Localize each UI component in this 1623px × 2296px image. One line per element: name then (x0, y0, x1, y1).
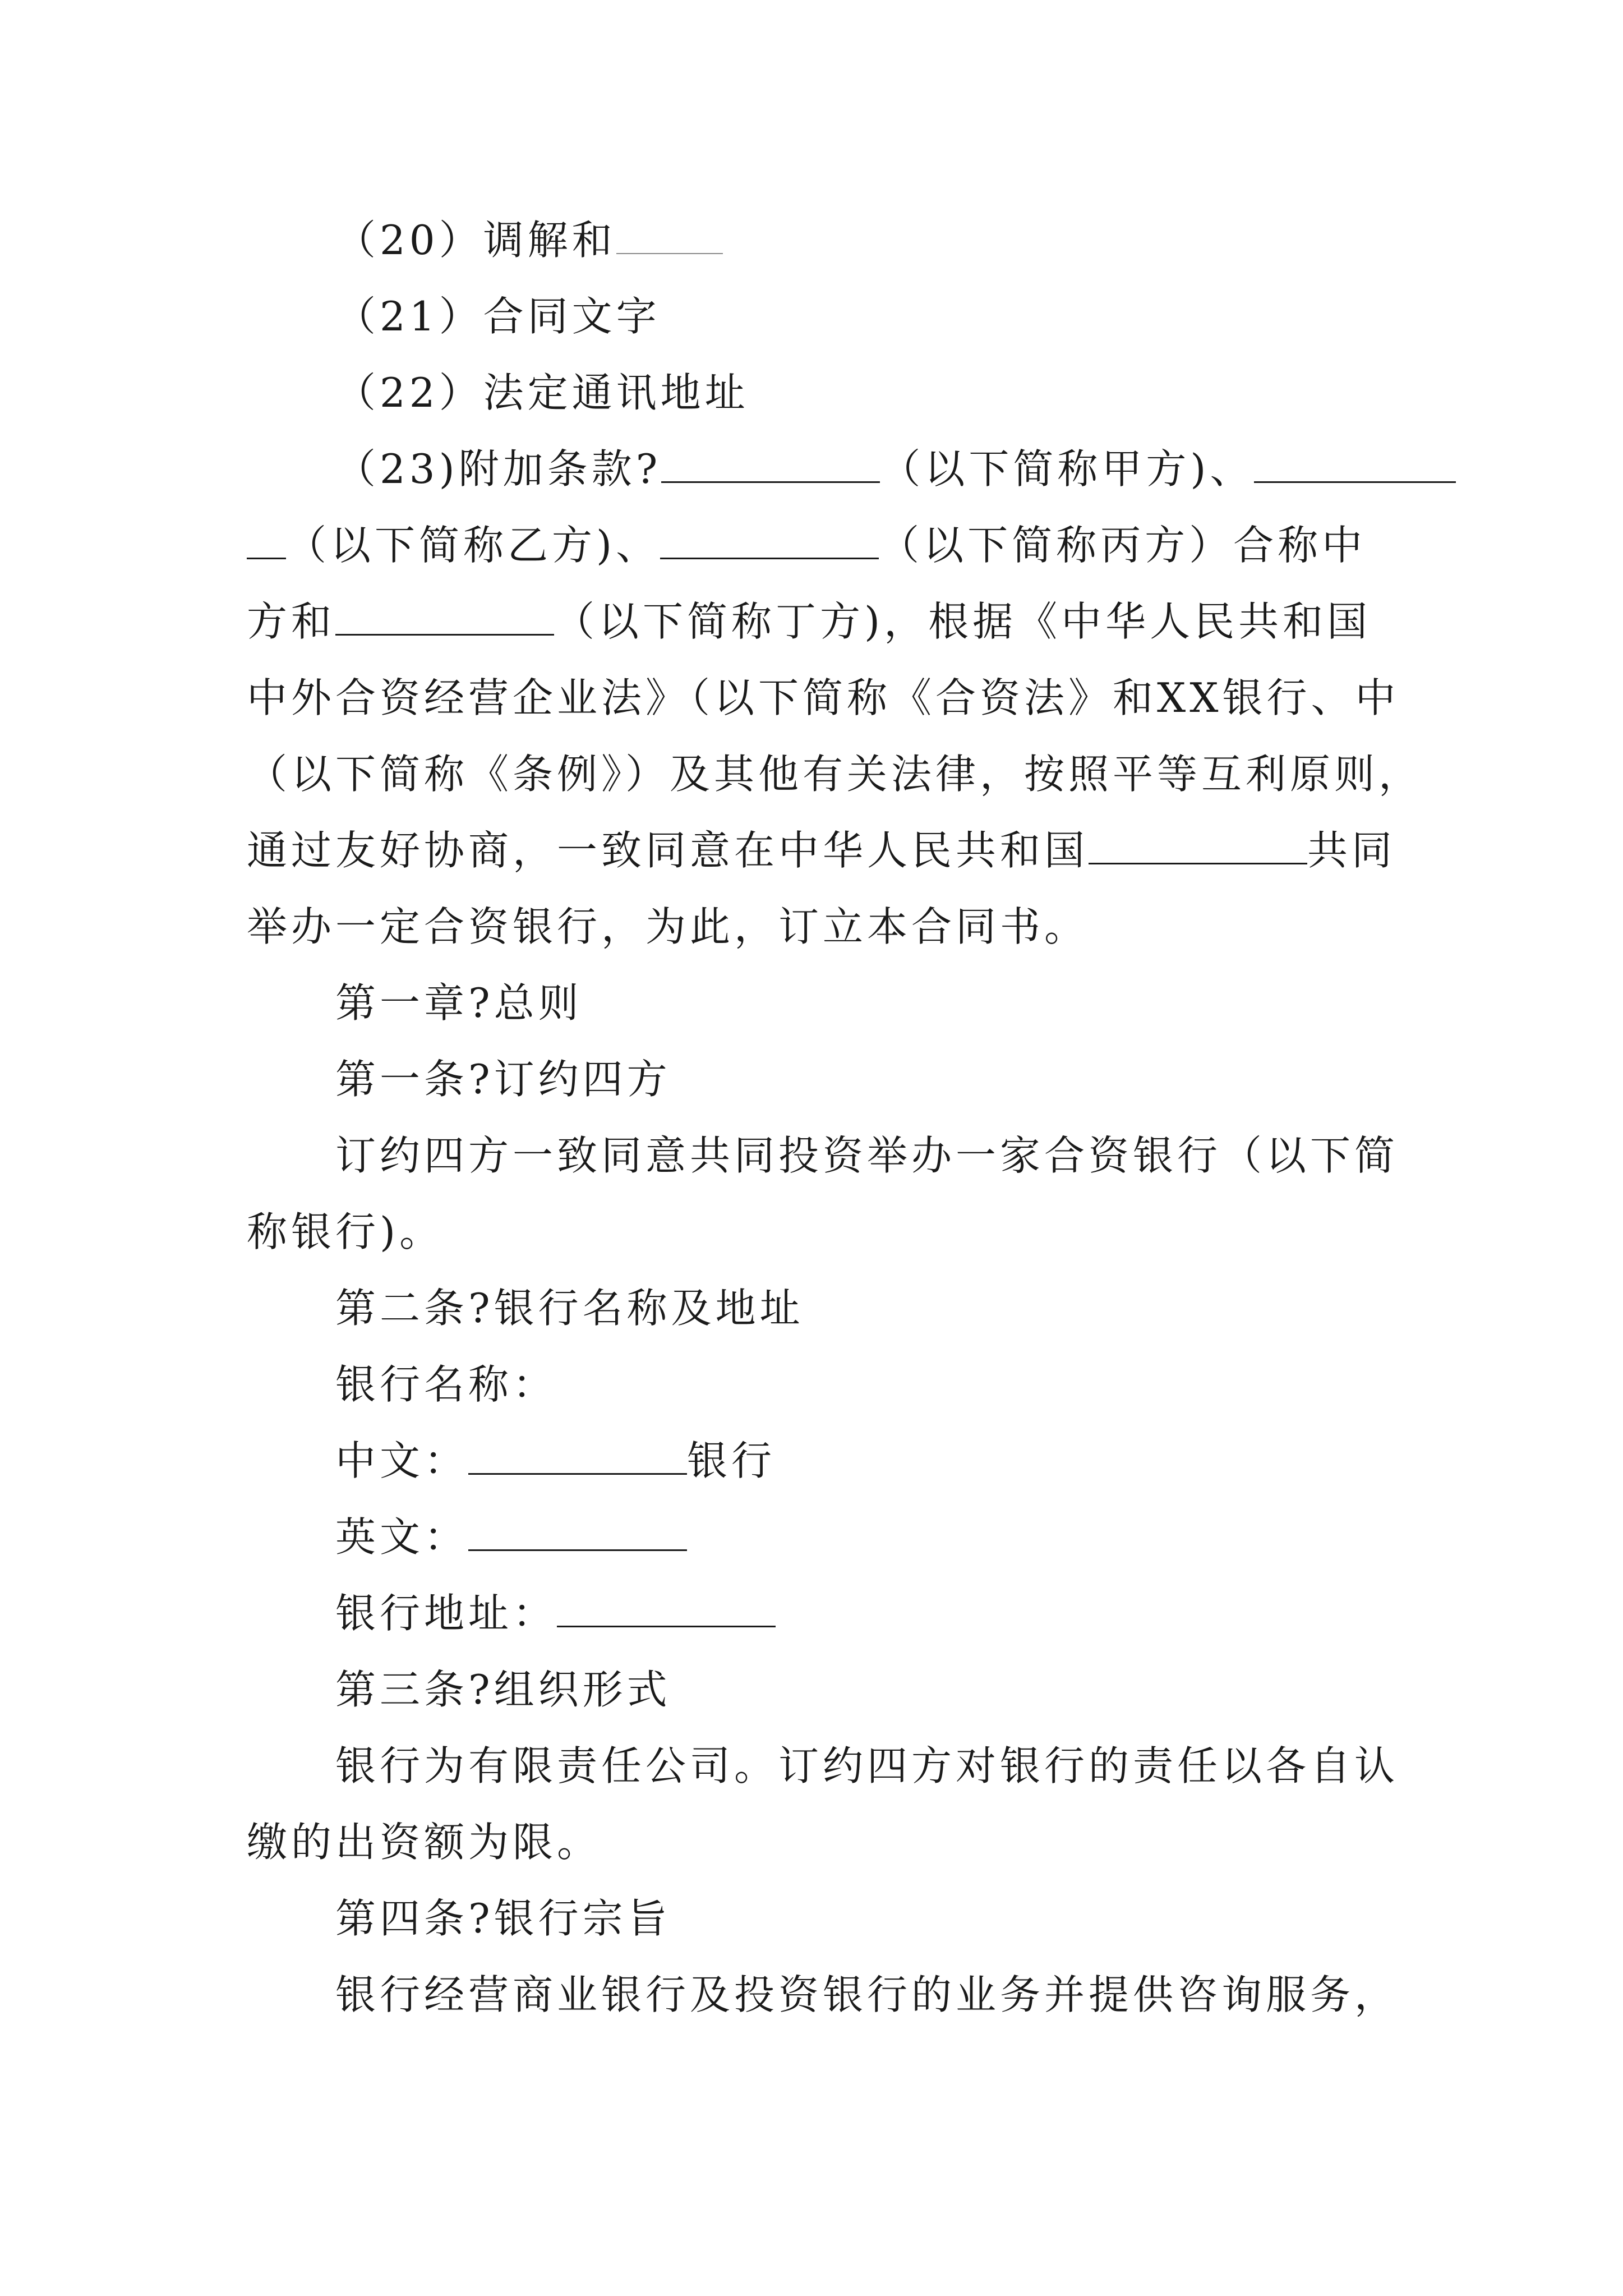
blank-address (557, 1591, 776, 1627)
clause-20-text: （20）调解和 (335, 217, 616, 264)
blank-field (616, 218, 723, 254)
party-a-label: （以下简称甲方)、 (880, 445, 1255, 493)
paragraph-line: 银行为有限责任公司。订约四方对银行的责任以各自认 (335, 1742, 1399, 1789)
english-name-label: 英文： (335, 1513, 469, 1561)
clause-20 (335, 215, 723, 265)
chapter-heading: 第一章?总则 (335, 979, 583, 1027)
blank-party-b-cont (247, 523, 286, 559)
paragraph-line: 订约四方一致同意共同投资举办一家合资银行（以下简 (335, 1132, 1399, 1179)
party-d-label: （以下简称丁方)，根据《中华人民共和国 (554, 598, 1372, 645)
article-heading: 第一条?订约四方 (335, 1056, 671, 1103)
field-label: 银行名称： (335, 1361, 557, 1408)
paragraph-line: 缴的出资额为限。 (247, 1819, 602, 1866)
party-d-prefix: 方和 (247, 598, 336, 645)
article-heading: 第四条?银行宗旨 (335, 1895, 671, 1942)
clause-23 (335, 444, 1456, 494)
clause-21: （21）合同文字 (335, 293, 661, 340)
blank-party-b (1254, 447, 1456, 483)
paragraph-line: 中外合资经营企业法》（以下简称《合资法》和XX银行、中 (247, 674, 1400, 721)
blank-chinese-name (468, 1438, 687, 1475)
article-heading: 第二条?银行名称及地址 (335, 1285, 804, 1332)
party-b-label: （以下简称乙方)、 (286, 522, 661, 569)
address-line (335, 1588, 776, 1639)
chinese-name-line (335, 1435, 776, 1486)
party-c-label: （以下简称丙方）合称中 (879, 522, 1367, 569)
paragraph-line: 称银行)。 (247, 1208, 444, 1255)
paragraph-line (247, 596, 1371, 647)
paragraph-line: 银行经营商业银行及投资银行的业务并提供咨询服务， (335, 1971, 1399, 2018)
paragraph-line (247, 825, 1396, 876)
article-heading: 第三条?组织形式 (335, 1666, 671, 1713)
paragraph-line (247, 520, 1366, 570)
clause-23-text: （23)附加条款? (335, 445, 662, 493)
blank-english-name (468, 1515, 687, 1551)
clause-22: （22）法定通讯地址 (335, 369, 749, 416)
chinese-name-suffix: 银行 (687, 1437, 776, 1484)
paragraph-line: （以下简称《条例》）及其他有关法律，按照平等互利原则， (247, 751, 1423, 798)
blank-party-a (661, 447, 880, 483)
paragraph-line: 举办一定合资银行，为此，订立本合同书。 (247, 903, 1089, 950)
chinese-name-label: 中文： (335, 1437, 469, 1484)
english-name-line (335, 1512, 687, 1562)
blank-party-c (660, 523, 879, 559)
blank-party-d (335, 599, 554, 636)
blank-location (1089, 828, 1307, 864)
location-prefix: 通过友好协商，一致同意在中华人民共和国 (247, 827, 1089, 874)
location-suffix: 共同 (1307, 827, 1396, 874)
address-label: 银行地址： (335, 1590, 557, 1637)
